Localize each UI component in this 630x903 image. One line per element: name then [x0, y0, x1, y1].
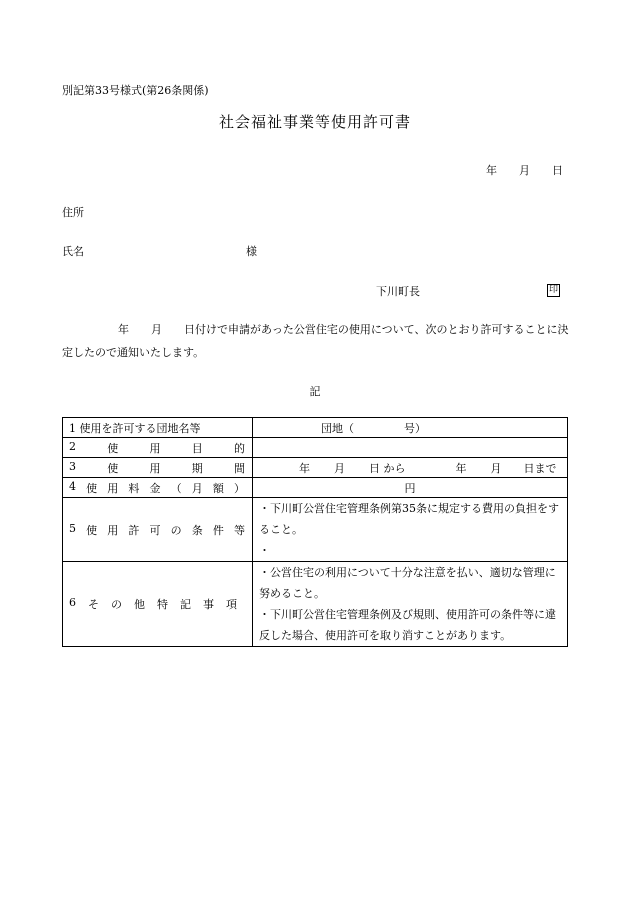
label-char: 事	[203, 598, 214, 611]
label-char: 月	[191, 481, 203, 495]
label-char: 用	[107, 481, 119, 495]
label-char: 目	[191, 441, 203, 455]
label-char: 金	[149, 481, 161, 495]
row-value	[253, 498, 568, 562]
row-number: 3	[69, 459, 76, 473]
row-label	[63, 478, 253, 498]
label-char: 使	[107, 461, 119, 475]
row-value	[253, 458, 568, 478]
label-char: そ	[88, 598, 99, 611]
label-char: 額	[212, 481, 224, 495]
table-row	[63, 498, 568, 562]
seal-mark: 印	[548, 285, 558, 295]
table-row	[63, 562, 568, 647]
label-char: 許	[128, 523, 140, 537]
label-char: の	[170, 523, 182, 537]
document-title: 社会福祉事業等使用許可書	[218, 113, 411, 131]
table-row	[63, 418, 568, 438]
label-char: （	[170, 481, 182, 495]
label-char: 件	[212, 523, 224, 537]
label-char: 用	[107, 523, 119, 537]
row-number: 6	[69, 596, 76, 609]
label-char: 項	[226, 598, 237, 611]
condition-item: ・	[259, 544, 270, 557]
table-row	[63, 458, 568, 478]
table-row	[63, 438, 568, 458]
label-char: 用	[149, 461, 161, 475]
issuer-label: 下川町長	[376, 285, 420, 298]
row-label	[63, 438, 253, 458]
period-end-month: 月	[490, 461, 502, 475]
body-text: 年 月 日付けで申請があった公営住宅の使用について、次のとおり許可することに決定したので通知いたします。	[62, 323, 569, 359]
go-label: 号）	[404, 421, 426, 435]
label-char: 等	[234, 523, 245, 537]
table-row	[63, 478, 568, 498]
label-char: 条	[191, 523, 203, 537]
label-char: 期	[191, 461, 203, 475]
label-char: 可	[149, 523, 161, 537]
remark-item: ・下川町公営住宅管理条例及び規則、使用許可の条件等に違反した場合、使用許可を取り消すことがあります。	[259, 608, 556, 642]
date-day: 日	[552, 164, 563, 177]
row-number: 2	[69, 439, 76, 453]
row-number: 5	[69, 521, 76, 535]
label-char: 料	[128, 481, 140, 495]
label-char: 記	[180, 598, 191, 611]
date-year: 年	[486, 164, 497, 177]
form-number: 別記第33号様式(第26条関係)	[62, 84, 209, 97]
row-value	[253, 418, 568, 438]
label-char: の	[111, 598, 122, 611]
label-char: 他	[134, 598, 145, 611]
period-start-month: 月	[334, 461, 345, 475]
row-label: 1 使用を許可する団地名等	[63, 418, 253, 438]
address-label: 住所	[62, 206, 84, 219]
row-value	[253, 438, 568, 458]
label-char: 的	[234, 441, 245, 455]
ki-label: 記	[309, 385, 321, 398]
row-label	[63, 498, 253, 562]
label-char: 使	[107, 441, 119, 455]
label-char: 特	[157, 598, 168, 611]
label-char: ）	[234, 481, 245, 495]
condition-item: ・下川町公営住宅管理条例第35条に規定する費用の負担をすること。	[259, 502, 559, 536]
danchi-label: 団地（	[321, 421, 354, 435]
body-paragraph	[62, 318, 570, 364]
period-end-year: 年	[455, 461, 467, 475]
honorific-label: 様	[246, 245, 257, 258]
row-value	[253, 562, 568, 647]
date-line	[486, 162, 563, 178]
row-label	[63, 458, 253, 478]
period-end-day: 日まで	[523, 461, 557, 475]
label-char: 間	[234, 461, 245, 475]
remark-item: ・公営住宅の利用について十分な注意を払い、適切な管理に努めること。	[259, 566, 556, 600]
row-value: 円	[253, 478, 568, 498]
date-month: 月	[519, 164, 530, 177]
period-start-year: 年	[299, 461, 310, 475]
label-char: 用	[149, 441, 161, 455]
period-start-day: 日 から	[369, 461, 406, 475]
row-label	[63, 562, 253, 647]
name-label: 氏名	[62, 245, 84, 258]
label-char: 使	[86, 523, 98, 537]
permit-details-table	[62, 417, 568, 647]
label-char: 使	[86, 481, 98, 495]
row-number: 4	[69, 479, 76, 493]
